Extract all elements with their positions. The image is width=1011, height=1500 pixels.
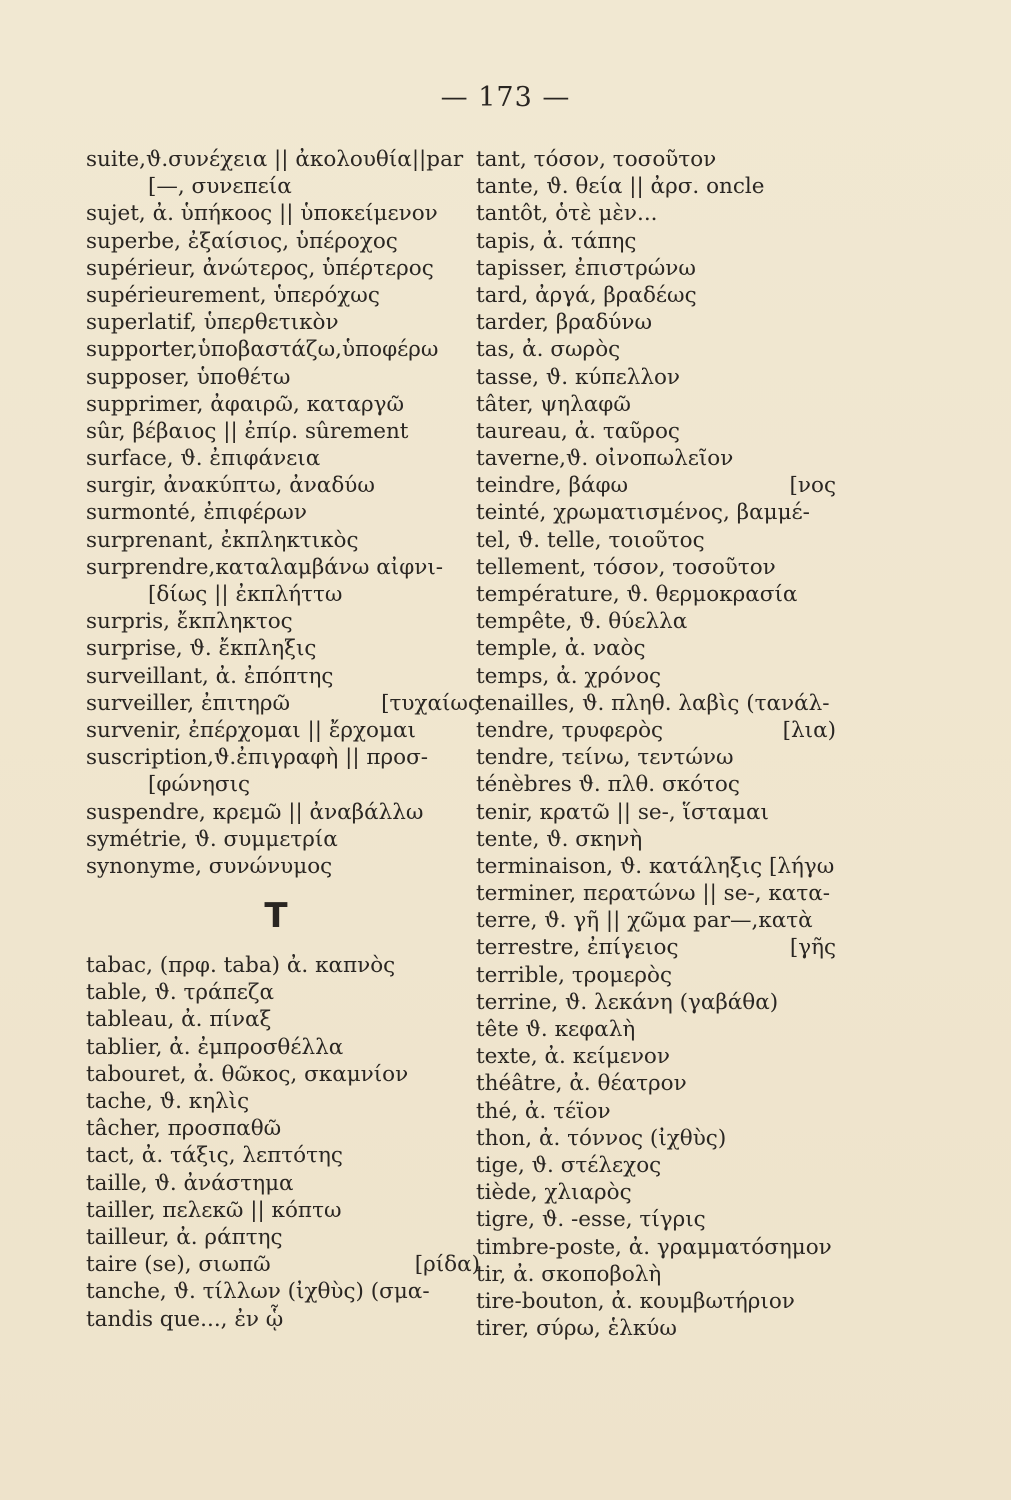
entry-text: tante, ϑ. θεία || ἀρσ. oncle xyxy=(476,174,765,200)
entry-text: synonyme, συνώνυμος xyxy=(86,853,333,879)
entry-text: tard, ἀργά, βραδέως xyxy=(476,282,697,308)
dictionary-entry xyxy=(476,1152,836,1179)
entry-text: surpris, ἔκπληκτος xyxy=(86,609,293,635)
dictionary-entry xyxy=(86,1115,466,1142)
entry-continuation: [ρίδα) xyxy=(414,1252,480,1278)
entry-text: tapisser, ἐπιστρώνω xyxy=(476,255,696,281)
entry-text: tigre, ϑ. -esse, τίγρις xyxy=(476,1207,706,1233)
entry-continuation: [τυχαίως xyxy=(381,690,480,716)
entry-text: tel, ϑ. telle, τοιοῦτος xyxy=(476,527,705,553)
entry-text: thon, ἀ. τόννος (ἰχθὺς) xyxy=(476,1125,727,1151)
dictionary-entry xyxy=(86,336,466,363)
dictionary-entry xyxy=(476,717,836,744)
dictionary-entry xyxy=(86,472,466,499)
entry-text: supérieur, ἀνώτερος, ὑπέρτερος xyxy=(86,255,434,281)
dictionary-entry xyxy=(86,979,466,1006)
entry-text: tas, ἀ. σωρὸς xyxy=(476,337,621,363)
entry-text: tire-bouton, ἀ. κουμβωτήριον xyxy=(476,1288,795,1314)
dictionary-entry xyxy=(476,282,836,309)
entry-text: ténèbres ϑ. πλθ. σκότος xyxy=(476,772,740,798)
dictionary-entry xyxy=(476,228,836,255)
entry-text: texte, ἀ. κείμενον xyxy=(476,1044,670,1070)
dictionary-entry xyxy=(86,1088,466,1115)
dictionary-entry xyxy=(476,391,836,418)
dictionary-entry xyxy=(86,690,480,717)
entry-text: surprise, ϑ. ἔκπληξις xyxy=(86,636,317,662)
right-column xyxy=(476,146,836,1342)
entry-text: [φώνησις xyxy=(148,772,251,798)
dictionary-entry xyxy=(86,581,466,608)
dictionary-entry xyxy=(86,663,466,690)
entry-text: teinté, χρωματισμένος, βαμμέ- xyxy=(476,500,810,526)
dictionary-entry xyxy=(476,1179,836,1206)
entry-text: taille, ϑ. ἀνάστημα xyxy=(86,1170,294,1196)
dictionary-entry xyxy=(476,200,836,227)
entry-text: supérieurement, ὑπερόχως xyxy=(86,282,380,308)
entry-text: suscription,ϑ.ἐπιγραφὴ || προσ- xyxy=(86,745,429,771)
entry-text: tact, ἀ. τάξις, λεπτότης xyxy=(86,1143,343,1169)
dictionary-entry xyxy=(86,771,466,798)
dictionary-entry xyxy=(86,799,466,826)
entry-text: surprendre,καταλαμβάνω αἰφνι- xyxy=(86,554,444,580)
dictionary-entry xyxy=(476,1070,836,1097)
entry-text: tiède, χλιαρὸς xyxy=(476,1180,632,1206)
entry-text: terrestre, ἐπίγειος xyxy=(476,935,679,961)
dictionary-entry xyxy=(86,1170,466,1197)
entry-text: surprenant, ἐκπληκτικὸς xyxy=(86,527,359,553)
dictionary-entry xyxy=(476,1016,836,1043)
dictionary-entry xyxy=(476,989,836,1016)
dictionary-entry xyxy=(476,826,836,853)
dictionary-entry xyxy=(86,309,466,336)
entry-text: tirer, σύρω, ἑλκύω xyxy=(476,1316,677,1342)
entry-text: suspendre, κρεμῶ || ἀναβάλλω xyxy=(86,799,424,825)
dictionary-entry xyxy=(476,880,836,907)
entry-text: supposer, ὑποθέτω xyxy=(86,364,291,390)
entry-text: tailleur, ἀ. ράπτης xyxy=(86,1224,283,1250)
dictionary-entry xyxy=(86,391,466,418)
dictionary-entry xyxy=(476,1234,836,1261)
dictionary-entry xyxy=(476,146,836,173)
entry-text: tendre, τείνω, τεντώνω xyxy=(476,745,734,771)
dictionary-entry xyxy=(86,200,466,227)
entry-text: tâter, ψηλαφῶ xyxy=(476,391,631,417)
entry-text: tableau, ἀ. πίναξ xyxy=(86,1007,272,1033)
dictionary-entry xyxy=(86,608,466,635)
entry-text: [—, συνεπεία xyxy=(148,174,292,200)
dictionary-entry xyxy=(86,1278,466,1305)
dictionary-entry xyxy=(86,1061,466,1088)
dictionary-entry xyxy=(86,554,466,581)
dictionary-entry xyxy=(476,799,836,826)
dictionary-entry xyxy=(476,554,836,581)
entry-text: tablier, ἀ. ἐμπροσθέλλα xyxy=(86,1034,344,1060)
dictionary-entry xyxy=(476,635,836,662)
dictionary-entry xyxy=(476,255,836,282)
entry-text: tendre, τρυφερὸς xyxy=(476,717,664,743)
dictionary-entry xyxy=(476,962,836,989)
entry-text: taureau, ἀ. ταῦρος xyxy=(476,418,680,444)
left-column xyxy=(86,146,480,1333)
dictionary-entry xyxy=(476,527,836,554)
dictionary-entry xyxy=(86,1197,466,1224)
entry-text: tanche, ϑ. τίλλων (ἰχθὺς) (σμα- xyxy=(86,1279,430,1305)
dictionary-entry xyxy=(86,952,466,979)
dictionary-entry xyxy=(86,853,466,880)
dictionary-entry xyxy=(476,608,836,635)
dictionary-entry xyxy=(476,1261,836,1288)
dictionary-entry xyxy=(476,1288,836,1315)
entry-text: symétrie, ϑ. συμμετρία xyxy=(86,826,338,852)
entry-text: superlatif, ὑπερθετικὸν xyxy=(86,310,339,336)
entry-text: tente, ϑ. σκηνὴ xyxy=(476,826,643,852)
dictionary-entry xyxy=(476,499,836,526)
entry-text: timbre-poste, ἀ. γραμματόσημον xyxy=(476,1234,832,1260)
page-number: — 173 — xyxy=(440,82,571,113)
entry-text: théâtre, ἀ. θέατρον xyxy=(476,1071,687,1097)
dictionary-entry xyxy=(476,418,836,445)
dictionary-entry xyxy=(86,744,466,771)
entry-text: tandis que..., ἐν ᾧ xyxy=(86,1306,284,1332)
dictionary-entry xyxy=(86,282,466,309)
entry-text: tapis, ἀ. τάπης xyxy=(476,228,637,254)
dictionary-entry xyxy=(476,853,836,880)
entry-text: surveiller, ἐπιτηρῶ xyxy=(86,690,291,716)
entry-text: tache, ϑ. κηλὶς xyxy=(86,1089,250,1114)
dictionary-entry xyxy=(476,309,836,336)
entry-text: tasse, ϑ. κύπελλον xyxy=(476,364,680,390)
entry-text: surveillant, ἀ. ἐπόπτης xyxy=(86,663,334,689)
entry-text: terrine, ϑ. λεκάνη (γαβάθα) xyxy=(476,989,779,1015)
entry-text: thé, ἀ. τέϊον xyxy=(476,1098,611,1124)
entry-text: tir, ἀ. σκοποβολὴ xyxy=(476,1261,662,1287)
entry-text: tantôt, ὁτὲ μὲν... xyxy=(476,201,658,227)
entry-text: surface, ϑ. ἐπιφάνεια xyxy=(86,446,321,472)
entry-text: tabac, (πρφ. taba) ἀ. καπνὸς xyxy=(86,953,396,979)
entry-text: tellement, τόσον, τοσοῦτον xyxy=(476,554,776,580)
entry-text: tarder, βραδύνω xyxy=(476,310,653,336)
dictionary-entry xyxy=(86,1006,466,1033)
dictionary-entry xyxy=(86,635,466,662)
entry-text: tailler, πελεκῶ || κόπτω xyxy=(86,1197,342,1223)
entry-text: superbe, ἐξαίσιος, ὑπέροχος xyxy=(86,228,398,254)
entry-text: surmonté, ἐπιφέρων xyxy=(86,500,307,526)
entry-text: terminaison, ϑ. κατάληξις [λήγω xyxy=(476,853,835,879)
entry-text: supprimer, ἀφαιρῶ, καταργῶ xyxy=(86,391,405,417)
entry-continuation: [λια) xyxy=(782,717,836,743)
entry-text: sûr, βέβαιος || ἐπίρ. sûrement xyxy=(86,418,409,444)
dictionary-entry xyxy=(476,1206,836,1233)
entry-text: [δίως || ἐκπλήττω xyxy=(148,582,343,607)
entry-text: tenailles, ϑ. πληθ. λαβὶς (τανάλ- xyxy=(476,690,830,716)
dictionary-entry xyxy=(86,1034,466,1061)
dictionary-entry xyxy=(476,907,836,934)
entry-text: teindre, βάφω xyxy=(476,473,629,499)
dictionary-entry xyxy=(476,663,836,690)
entry-text: tête ϑ. κεφαλὴ xyxy=(476,1017,636,1042)
dictionary-entry xyxy=(86,1142,466,1169)
dictionary-entry xyxy=(86,717,466,744)
entry-text: taire (se), σιωπῶ xyxy=(86,1252,271,1278)
dictionary-entry xyxy=(476,1098,836,1125)
dictionary-entry xyxy=(476,744,836,771)
entry-text: tant, τόσον, τοσοῦτον xyxy=(476,147,717,172)
entry-text: suite,ϑ.συνέχεια || ἀκολουθία||par xyxy=(86,147,464,172)
entry-text: tempête, ϑ. θύελλα xyxy=(476,609,688,635)
entry-text: surgir, ἀνακύπτω, ἀναδύω xyxy=(86,473,375,499)
entry-text: terre, ϑ. γῆ || χῶμα par—,κατὰ xyxy=(476,908,813,934)
entry-text: supporter,ὑποβαστάζω,ὑποφέρω xyxy=(86,337,439,363)
dictionary-entry xyxy=(86,1306,466,1333)
entry-continuation: [νος xyxy=(789,473,836,499)
dictionary-entry xyxy=(476,1043,836,1070)
entry-text: survenir, ἐπέρχομαι || ἔρχομαι xyxy=(86,717,416,743)
section-letter: T xyxy=(264,896,288,937)
entry-text: sujet, ἀ. ὑπήκοος || ὑποκείμενον xyxy=(86,201,438,227)
dictionary-entry xyxy=(86,445,466,472)
entry-text: tenir, κρατῶ || se-, ἵσταμαι xyxy=(476,799,769,825)
dictionary-entry xyxy=(476,934,836,961)
entry-text: taverne,ϑ. οἰνοπωλεῖον xyxy=(476,446,734,472)
dictionary-entry xyxy=(86,527,466,554)
dictionary-entry xyxy=(476,581,836,608)
entry-text: terrible, τρομερὸς xyxy=(476,962,673,988)
entry-text: tabouret, ἀ. θῶκος, σκαμνίον xyxy=(86,1061,409,1087)
dictionary-entry xyxy=(86,228,466,255)
dictionary-entry xyxy=(86,255,466,282)
entry-text: terminer, περατώνω || se-, κατα- xyxy=(476,881,830,907)
entry-text: temps, ἀ. χρόνος xyxy=(476,663,662,689)
entry-text: temple, ἀ. ναὸς xyxy=(476,636,646,662)
entry-text: tige, ϑ. στέλεχος xyxy=(476,1152,662,1178)
dictionary-entry xyxy=(476,771,836,798)
dictionary-entry xyxy=(86,146,466,173)
dictionary-entry xyxy=(476,472,836,499)
dictionary-entry xyxy=(476,1315,836,1342)
entry-text: tâcher, προσπαθῶ xyxy=(86,1116,282,1142)
dictionary-entry xyxy=(86,826,466,853)
dictionary-entry xyxy=(86,173,466,200)
entry-continuation: [γῆς xyxy=(789,935,836,961)
dictionary-entry xyxy=(476,1125,836,1152)
dictionary-entry xyxy=(86,1251,480,1278)
entry-text: table, ϑ. τράπεζα xyxy=(86,980,275,1006)
dictionary-entry xyxy=(476,445,836,472)
dictionary-entry xyxy=(86,418,466,445)
dictionary-entry xyxy=(86,499,466,526)
dictionary-entry xyxy=(476,690,836,717)
dictionary-entry xyxy=(476,364,836,391)
dictionary-entry xyxy=(86,364,466,391)
dictionary-entry xyxy=(476,173,836,200)
dictionary-entry xyxy=(476,336,836,363)
entry-text: température, ϑ. θερμοκρασία xyxy=(476,582,798,607)
dictionary-entry xyxy=(86,1224,466,1251)
